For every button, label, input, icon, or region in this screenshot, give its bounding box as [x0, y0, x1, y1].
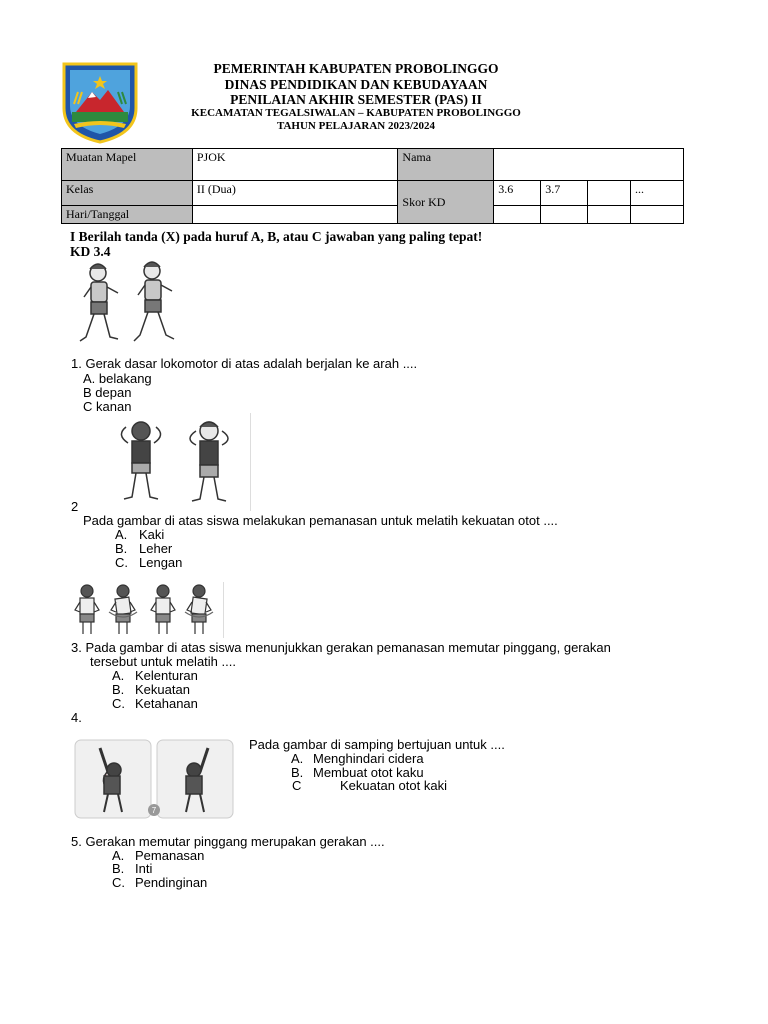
skor-kd-label: Skor KD — [398, 181, 494, 224]
regency-logo — [62, 62, 138, 144]
question-2-option-b-letter: B. — [115, 541, 128, 556]
question-4-option-b[interactable]: Membuat otot kaku — [313, 765, 424, 780]
question-5-option-c[interactable]: Pendinginan — [135, 875, 208, 890]
header-line-1: PEMERINTAH KABUPATEN PROBOLINGGO — [213, 61, 499, 76]
kd-label: KD 3.4 — [70, 244, 111, 259]
kelas-label: Kelas — [62, 181, 193, 206]
question-5-option-c-letter: C. — [112, 875, 125, 890]
figure-4-badge: 7 — [151, 806, 157, 815]
question-4-number: 4. — [71, 710, 82, 725]
question-5-option-b[interactable]: Inti — [135, 861, 153, 876]
question-3-option-c[interactable]: Ketahanan — [135, 696, 198, 711]
header-line-2: DINAS PENDIDIKAN DAN KEBUDAYAAN — [224, 77, 488, 92]
question-3-text-cont: tersebut untuk melatih .... — [90, 654, 236, 669]
score-cell-3[interactable] — [588, 206, 631, 224]
question-5-text: 5. Gerakan memutar pinggang merupakan gerakan .... — [71, 834, 385, 849]
question-2-number: 2 — [71, 499, 79, 514]
header-line-3: PENILAIAN AKHIR SEMESTER (PAS) II — [230, 92, 482, 107]
instruction: I Berilah tanda (X) pada huruf A, B, atau C jawaban yang paling tepat! — [70, 229, 483, 244]
question-5-option-b-letter: B. — [112, 861, 125, 876]
question-4-option-a[interactable]: Menghindari cidera — [313, 751, 424, 766]
question-2-option-c[interactable]: Lengan — [139, 555, 183, 570]
nama-value[interactable] — [494, 149, 684, 181]
question-2-option-a[interactable]: Kaki — [139, 527, 165, 542]
student-info-table — [61, 148, 684, 224]
hari-value[interactable] — [192, 206, 398, 224]
side-stretch-illustration — [74, 738, 234, 820]
hari-label: Hari/Tanggal — [62, 206, 193, 224]
question-2-text: Pada gambar di atas siswa melakukan pemanasan untuk melatih kekuatan otot .... — [83, 513, 558, 528]
question-1-option-c[interactable]: C kanan — [83, 399, 132, 414]
nama-label: Nama — [398, 149, 494, 181]
question-1-option-a[interactable]: A. belakang — [83, 371, 152, 386]
question-3-option-c-letter: C. — [112, 696, 125, 711]
question-3-option-b[interactable]: Kekuatan — [135, 682, 190, 697]
question-3-text: 3. Pada gambar di atas siswa menunjukkan gerakan pemanasan memutar pinggang, gerakan — [71, 640, 611, 655]
header-line-4: KECAMATAN TEGALSIWALAN – KABUPATEN PROBOLINGGO — [191, 107, 521, 119]
question-2-option-b[interactable]: Leher — [139, 541, 173, 556]
waist-rotation-illustration — [71, 582, 224, 638]
question-4-option-b-letter: B. — [291, 765, 304, 780]
score-cell-2[interactable] — [541, 206, 588, 224]
question-3-option-a-letter: A. — [112, 668, 125, 683]
question-4-text: Pada gambar di samping bertujuan untuk .... — [249, 737, 505, 752]
kelas-value: II (Dua) — [192, 181, 398, 206]
warmup-illustration-2 — [106, 413, 251, 511]
score-cell-4[interactable] — [631, 206, 684, 224]
question-5-option-a-letter: A. — [112, 848, 125, 863]
muatan-label: Muatan Mapel — [62, 149, 193, 181]
kd-3 — [588, 181, 631, 206]
score-cell-1[interactable] — [494, 206, 541, 224]
question-5-option-a[interactable]: Pemanasan — [135, 848, 205, 863]
question-3-option-a[interactable]: Kelenturan — [135, 668, 198, 683]
question-4-option-c[interactable]: Kekuatan otot kaki — [340, 778, 447, 793]
muatan-value: PJOK — [192, 149, 398, 181]
kd-1: 3.6 — [494, 181, 541, 206]
question-4-option-c-letter: C — [292, 778, 302, 793]
question-2-option-c-letter: C. — [115, 555, 128, 570]
question-1-option-b[interactable]: B depan — [83, 385, 132, 400]
question-3-option-b-letter: B. — [112, 682, 125, 697]
question-4-option-a-letter: A. — [291, 751, 304, 766]
header-line-5: TAHUN PELAJARAN 2023/2024 — [276, 120, 436, 132]
kd-2: 3.7 — [541, 181, 588, 206]
question-1-text: 1. Gerak dasar lokomotor di atas adalah berjalan ke arah .... — [71, 356, 418, 371]
walking-children-illustration — [76, 257, 184, 353]
kd-4: ... — [631, 181, 684, 206]
question-2-option-a-letter: A. — [115, 527, 128, 542]
